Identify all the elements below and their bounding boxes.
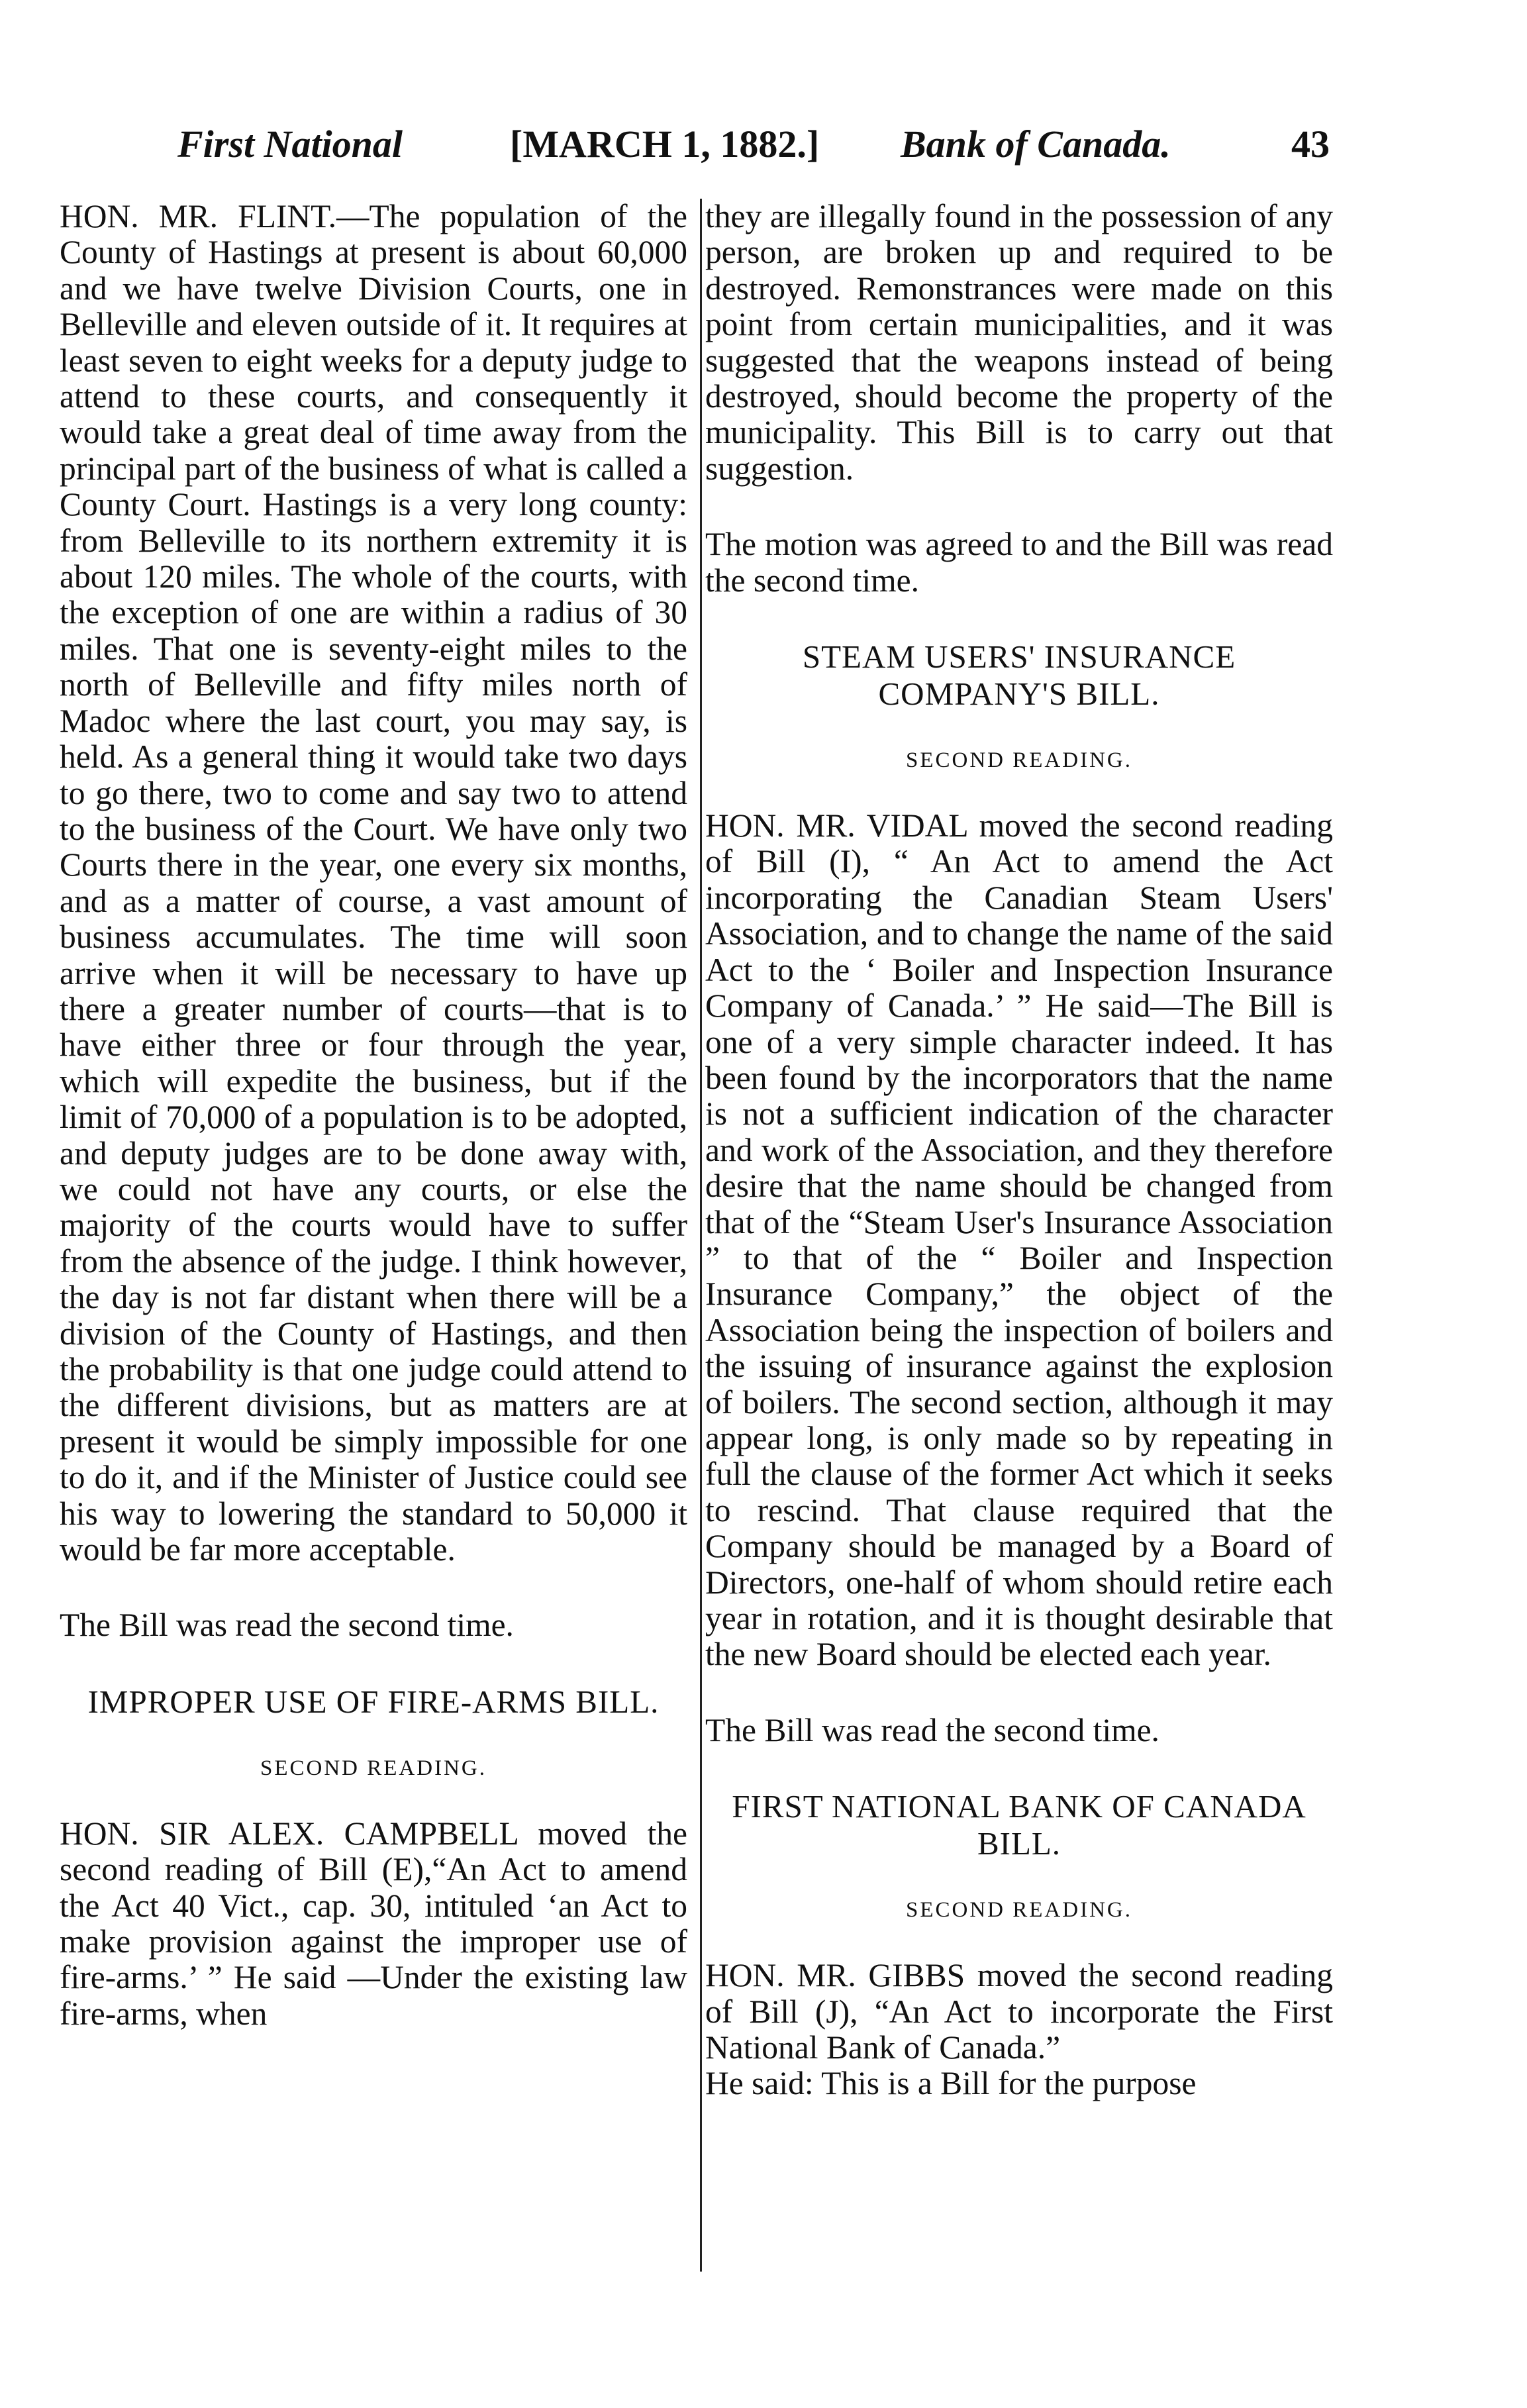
right-column [705, 199, 1333, 2102]
firearms-second-reading-subheading: SECOND READING. [260, 1756, 487, 1780]
running-header [166, 118, 1338, 177]
firearms-continuation: they are illegally found in the possession of any person, are broken up and required to be destroyed. Remonstrances were made on this point from certain municipalities, and it was suggested that the weapons instead of being destroyed, should become the property of the municipality. This Bill is to carry out that suggestion. [705, 198, 1333, 487]
left-column [60, 199, 687, 2032]
motion-agreed-note: The motion was agreed to and the Bill was read the second time. [705, 526, 1333, 599]
steam-users-bill-heading: STEAM USERS' INSURANCE COMPANY'S BILL. [802, 638, 1236, 713]
campbell-speech: HON. SIR ALEX. CAMPBELL moved the second reading of Bill (E),“An Act to amend the Act 40 Vict., cap. 30, intituled ‘an Act to make provision against the improper use of fire-arms.’ ” He said —Under the existing law fire-arms, when [60, 1815, 687, 2032]
header-left-title: First National [177, 123, 403, 166]
gibbs-said: He said: This is a Bill for the purpose [705, 2065, 1197, 2102]
flint-speech: HON. MR. FLINT.—The population of the County of Hastings at present is about 60,000 and we have twelve Division Courts, one in Belleville and eleven outside of it. It requires at least seven to eight weeks for a deputy judge to attend to these courts, and consequently it would take a great deal of time away from the principal part of the business of what is called a County Court. Hastings is a very long county: from Belleville to its northern extremity it is about 120 miles. The whole of the courts, with the exception of one are within a radius of 30 miles. That one is seventy-eight miles to the north of Belleville and fifty miles north of Madoc where the last court, you may say, is held. As a general thing it would take two days to go there, two to come and say two to attend to the business of the Court. We have only two Courts there in the year, one every six months, and as a matter of course, a vast amount of business accumulates. The time will soon arrive when it will be necessary to have up there a greater number of courts—that is to have either three or four through the year, which will expedite the business, but if the limit of 70,000 of a population is to be adopted, and deputy judges are to be done away with, we could not have any courts, or else the majority of the courts would have to suffer from the absence of the judge. I think however, the day is not far distant when there will be a division of the County of Hastings, and then the probability is that one judge could attend to the different divisions, but as matters are at present it would be simply impossible for one to do it, and if the Minister of Justice could see his way to lowering the standard to 50,000 it would be far more acceptable. [60, 198, 687, 1568]
left-bill-read-note: The Bill was read the second time. [60, 1607, 514, 1644]
steam-users-second-reading-subheading: SECOND READING. [906, 748, 1132, 773]
bank-second-reading-subheading: SECOND READING. [906, 1898, 1132, 1923]
firearms-bill-heading: IMPROPER USE OF FIRE-ARMS BILL. [87, 1683, 660, 1720]
header-date: [MARCH 1, 1882.] [510, 123, 820, 166]
header-right-title: Bank of Canada. [901, 123, 1171, 166]
gibbs-speech: HON. MR. GIBBS moved the second reading of Bill (J), “An Act to incorporate the First National Bank of Canada.” [705, 1957, 1333, 2066]
first-national-bank-bill-heading: FIRST NATIONAL BANK OF CANADA BILL. [732, 1788, 1306, 1862]
column-divider [700, 199, 702, 2272]
vidal-speech: HON. MR. VIDAL moved the second reading of Bill (I), “ An Act to amend the Act incorporating the Canadian Steam Users' Association, and to change the name of the said Act to the ‘ Boiler and Inspection Insurance Company of Canada.’ ” He said—The Bill is one of a very simple character indeed. It has been found by the incorporators that the name is not a sufficient indication of the character and work of the Association, and they therefore desire that the name should be changed from that of the “Steam User's Insurance Association ” to that of the “ Boiler and Inspection Insurance Company,” the object of the Association being the inspection of boilers and the issuing of insurance against the explosion of boilers. The second section, although it may appear long, is only made so by repeating in full the clause of the former Act which it seeks to rescind. That clause required that the Company should be managed by a Board of Directors, one-half of whom should retire each year in rotation, and it is thought desirable that the new Board should be elected each year. [705, 807, 1333, 1673]
right-bill-read-note: The Bill was read the second time. [705, 1711, 1159, 1748]
page-number: 43 [1291, 123, 1330, 166]
